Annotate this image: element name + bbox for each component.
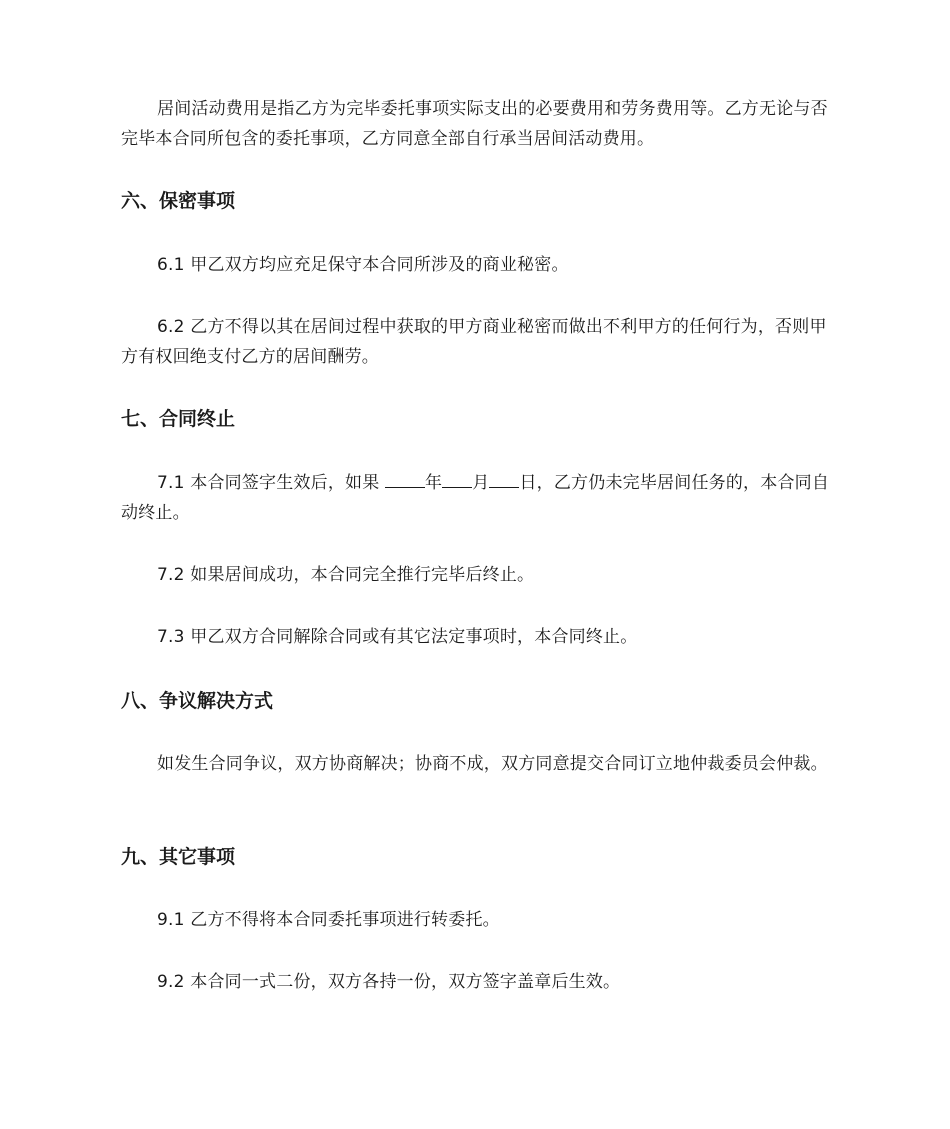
clause-7-2 bbox=[121, 560, 831, 590]
section-heading: 九、其它事项 bbox=[121, 846, 236, 868]
section-heading: 六、保密事项 bbox=[121, 190, 236, 212]
section-heading: 七、合同终止 bbox=[121, 408, 236, 430]
clause-9-2 bbox=[121, 967, 831, 997]
clause-text: 7.1 本合同签字生效后，如果 bbox=[157, 473, 386, 493]
month-label: 月 bbox=[472, 473, 490, 493]
paragraph: 9.1 乙方不得将本合同委托事项进行转委托。 bbox=[157, 910, 500, 930]
month-blank bbox=[442, 469, 472, 488]
year-label: 年 bbox=[425, 473, 443, 493]
section-8-heading bbox=[121, 686, 831, 716]
paragraph: 7.2 如果居间成功，本合同完全推行完毕后终止。 bbox=[157, 565, 535, 585]
clause-6-2 bbox=[121, 312, 831, 372]
section-8-body bbox=[121, 749, 831, 779]
section-7-heading bbox=[121, 404, 831, 434]
clause-text: 日，乙方仍未完毕居间任务的，本合同自动终止。 bbox=[121, 473, 830, 523]
day-blank bbox=[489, 469, 519, 488]
clause-7-1 bbox=[121, 468, 831, 528]
clause-6-1 bbox=[121, 250, 831, 280]
paragraph: 7.3 甲乙双方合同解除合同或有其它法定事项时，本合同终止。 bbox=[157, 627, 638, 647]
section-9-heading bbox=[121, 842, 831, 872]
year-blank bbox=[385, 469, 425, 488]
clause-7-3 bbox=[121, 622, 831, 652]
section-heading: 八、争议解决方式 bbox=[121, 690, 274, 712]
paragraph: 如发生合同争议，双方协商解决；协商不成，双方同意提交合同订立地仲裁委员会仲裁。 bbox=[157, 754, 828, 774]
paragraph: 6.1 甲乙双方均应充足保守本合同所涉及的商业秘密。 bbox=[157, 255, 569, 275]
paragraph bbox=[121, 468, 831, 528]
section-6-heading bbox=[121, 186, 831, 216]
paragraph: 9.2 本合同一式二份，双方各持一份，双方签字盖章后生效。 bbox=[157, 972, 621, 992]
clause-9-1 bbox=[121, 905, 831, 935]
section-5-body bbox=[121, 94, 831, 154]
paragraph: 居间活动费用是指乙方为完毕委托事项实际支出的必要费用和劳务费用等。乙方无论与否完毕本合同所包含的委托事项，乙方同意全部自行承当居间活动费用。 bbox=[121, 99, 828, 149]
paragraph: 6.2 乙方不得以其在居间过程中获取的甲方商业秘密而做出不利甲方的任何行为，否则甲方有权回绝支付乙方的居间酬劳。 bbox=[121, 317, 827, 367]
